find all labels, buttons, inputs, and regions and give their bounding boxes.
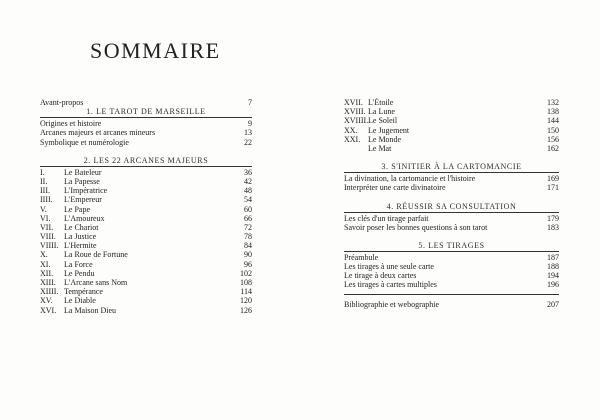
toc-entry[interactable]: [40, 214, 252, 223]
entry-page: 156: [547, 134, 559, 144]
entry-label: La Lune: [368, 107, 395, 117]
toc-entry[interactable]: [344, 214, 559, 223]
toc-entry[interactable]: [40, 250, 252, 259]
entry-page: 9: [248, 119, 252, 129]
toc-entry[interactable]: [40, 241, 252, 250]
entry-numeral: I.: [40, 167, 45, 177]
toc-entry[interactable]: [344, 107, 559, 116]
entry-page: 144: [547, 116, 559, 126]
page-title: SOMMAIRE: [90, 38, 221, 63]
entry-numeral: XIII.: [40, 278, 56, 287]
toc-entry[interactable]: [40, 269, 252, 278]
entry-label: La Maison Dieu: [64, 305, 116, 315]
entry-page: 66: [244, 213, 252, 223]
entry-label: Le Mat: [368, 143, 392, 153]
entry-numeral: VIII.: [40, 232, 56, 242]
entry-numeral: VI.: [40, 213, 51, 223]
section-heading: 1. LE TAROT DE MARSEILLE: [40, 107, 252, 118]
toc-entry[interactable]: [40, 168, 252, 177]
toc-entry[interactable]: [344, 116, 559, 125]
toc-entry[interactable]: [40, 195, 252, 204]
toc-entry[interactable]: [344, 98, 559, 107]
entry-page: 54: [244, 195, 252, 205]
entry-page: 162: [547, 143, 559, 153]
entry-label: Le Jugement: [368, 125, 410, 135]
entry-label: L'Étoile: [368, 98, 394, 107]
entry-label: Interpréter une carte divinatoire: [344, 183, 446, 193]
entry-page: 48: [244, 186, 252, 196]
entry-page: 84: [244, 241, 252, 251]
entry-label: Le Bateleur: [64, 167, 102, 177]
entry-label: Le Chariot: [64, 222, 99, 232]
entry-numeral: VIIII.: [40, 241, 59, 251]
entry-label: La Force: [64, 259, 93, 269]
toc-entry[interactable]: [344, 253, 559, 262]
entry-page: 13: [244, 128, 252, 138]
entry-numeral: II.: [40, 176, 48, 186]
entry-page: 114: [240, 287, 252, 297]
entry-label: La Papesse: [64, 176, 100, 186]
entry-label: L'Empereur: [64, 195, 102, 205]
toc-entry[interactable]: [344, 300, 559, 309]
entry-label: Bibliographie et webographie: [344, 299, 440, 309]
entry-page: 138: [547, 107, 559, 117]
entry-numeral: XXI.: [344, 134, 361, 144]
section-heading: 5. LES TIRAGES: [344, 241, 559, 252]
entry-label: Origines et histoire: [40, 119, 102, 129]
entry-label: Le Diable: [64, 296, 96, 306]
entry-label: Préambule: [344, 252, 379, 262]
entry-numeral: XVIII.: [344, 107, 366, 117]
entry-label: Le Soleil: [368, 116, 398, 126]
entry-page: 171: [547, 183, 559, 193]
entry-numeral: XX.: [344, 125, 358, 135]
entry-numeral: IIII.: [40, 195, 53, 205]
toc-entry[interactable]: [40, 186, 252, 195]
section-heading: 4. RÉUSSIR SA CONSULTATION: [344, 202, 559, 213]
entry-label: Le Pendu: [64, 268, 95, 278]
entry-numeral: VII.: [40, 222, 54, 232]
entry-label: Arcanes majeurs et arcanes mineurs: [40, 128, 156, 138]
section-heading: 2. LES 22 ARCANES MAJEURS: [40, 156, 252, 167]
toc-entry[interactable]: [40, 177, 252, 186]
entry-page: 183: [547, 222, 559, 232]
entry-page: 60: [244, 204, 252, 214]
entry-page: 96: [244, 259, 252, 269]
toc-entry[interactable]: [40, 223, 252, 232]
entry-label: Les tirages à une seule carte: [344, 262, 434, 272]
entry-page: 102: [240, 268, 252, 278]
toc-entry[interactable]: [344, 126, 559, 135]
toc-entry[interactable]: [344, 280, 559, 289]
toc-entry[interactable]: [40, 138, 252, 147]
entry-page: 169: [547, 174, 559, 184]
entry-page: 188: [547, 262, 559, 272]
toc-entry[interactable]: [40, 232, 252, 241]
entry-label: Le Monde: [368, 134, 402, 144]
toc-right-column: [344, 98, 559, 309]
entry-page: 194: [547, 271, 559, 281]
entry-page: 72: [244, 222, 252, 232]
entry-label: Les clés d'un tirage parfait: [344, 213, 429, 223]
toc-entry[interactable]: [40, 260, 252, 269]
entry-page: 90: [244, 250, 252, 260]
entry-page: 42: [244, 176, 252, 186]
section-divider: [344, 290, 559, 295]
entry-page: 36: [244, 167, 252, 177]
entry-label: L'Hermite: [64, 241, 97, 251]
toc-entry[interactable]: [40, 287, 252, 296]
entry-label: Savoir poser les bonnes questions à son tarot: [344, 222, 488, 232]
entry-page: 196: [547, 280, 559, 290]
entry-page: 7: [248, 98, 252, 107]
toc-entry[interactable]: [40, 128, 252, 137]
entry-label: Avant-propos: [40, 98, 84, 107]
entry-page: 207: [547, 299, 559, 309]
toc-entry[interactable]: [344, 174, 559, 183]
entry-page: 108: [240, 278, 252, 287]
entry-page: 179: [547, 213, 559, 223]
toc-entry[interactable]: [344, 271, 559, 280]
toc-entry[interactable]: [40, 98, 252, 107]
entry-label: Le Pape: [64, 204, 90, 214]
entry-numeral: XI.: [40, 259, 51, 269]
entry-label: La divination, la cartomancie et l'histoire: [344, 174, 476, 184]
toc-entry[interactable]: [40, 119, 252, 128]
entry-page: 78: [244, 232, 252, 242]
entry-page: 132: [547, 98, 559, 107]
section-heading: 3. S'INITIER À LA CARTOMANCIE: [344, 162, 559, 173]
entry-page: 187: [547, 252, 559, 262]
entry-label: L'Impératrice: [64, 186, 108, 196]
entry-numeral: XVII.: [344, 98, 363, 107]
entry-label: Symbolique et numérologie: [40, 137, 129, 147]
toc-entry[interactable]: [344, 183, 559, 192]
entry-numeral: III.: [40, 186, 50, 196]
entry-page: 22: [244, 137, 252, 147]
entry-page: 120: [240, 296, 252, 306]
entry-label: L'Arcane sans Nom: [64, 278, 128, 287]
entry-numeral: XIIII.: [40, 287, 59, 297]
entry-numeral: XV.: [40, 296, 53, 306]
toc-entry[interactable]: [344, 144, 559, 153]
toc-entry[interactable]: [40, 205, 252, 214]
toc-entry[interactable]: [344, 262, 559, 271]
entry-label: Les tirages à cartes multiples: [344, 280, 437, 290]
toc-left-column: [40, 98, 252, 315]
entry-label: La Justice: [64, 232, 97, 242]
toc-entry[interactable]: [40, 278, 252, 287]
entry-label: Tempérance: [64, 287, 103, 297]
entry-numeral: V.: [40, 204, 47, 214]
entry-label: L'Amoureux: [64, 213, 105, 223]
toc-entry[interactable]: [344, 135, 559, 144]
toc-entry[interactable]: [40, 306, 252, 315]
entry-numeral: XVIIII.: [344, 116, 369, 126]
entry-label: La Roue de Fortune: [64, 250, 128, 260]
entry-numeral: XII.: [40, 268, 54, 278]
toc-entry[interactable]: [40, 296, 252, 305]
entry-numeral: XVI.: [40, 305, 57, 315]
entry-label: Le tirage à deux cartes: [344, 271, 417, 281]
entry-page: 150: [547, 125, 559, 135]
entry-page: 126: [240, 305, 252, 315]
toc-entry[interactable]: [344, 223, 559, 232]
entry-numeral: X.: [40, 250, 48, 260]
